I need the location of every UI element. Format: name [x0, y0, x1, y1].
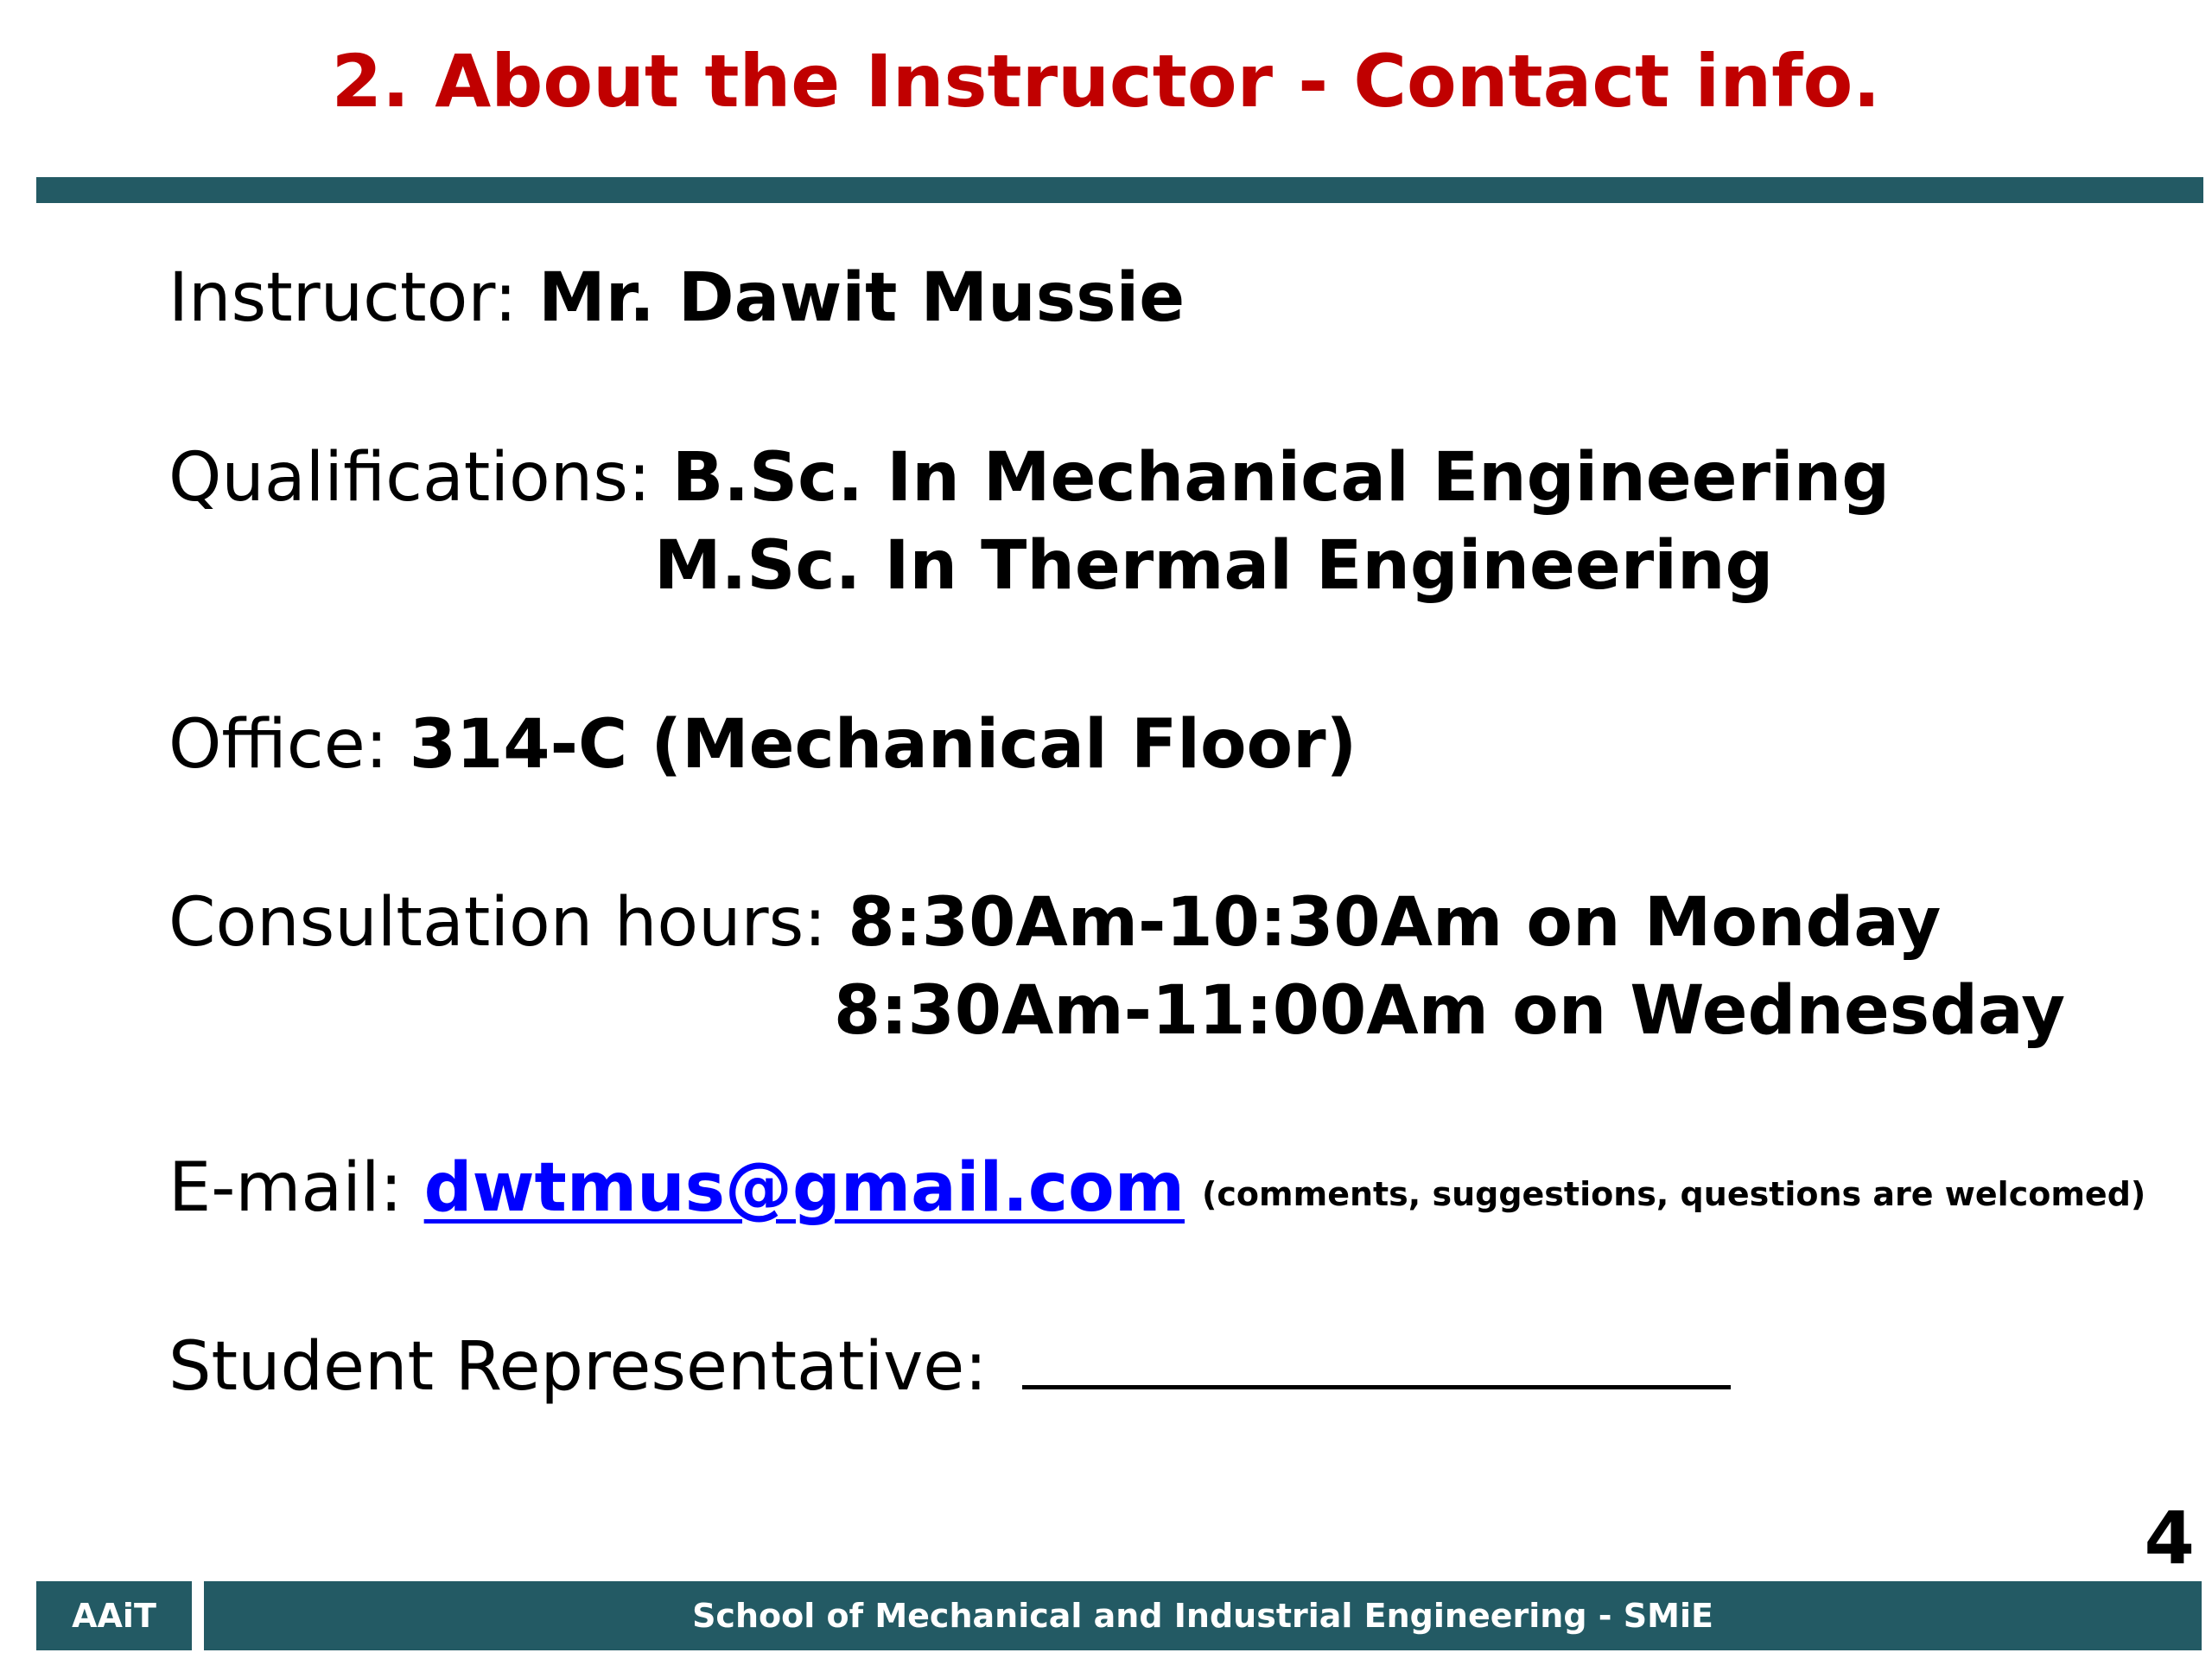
- consultation-row: [168, 880, 1941, 966]
- title-divider: [36, 177, 2203, 203]
- student-rep-row: [168, 1324, 1731, 1410]
- office-value: 314-C (Mechanical Floor): [409, 706, 1357, 784]
- email-row: [168, 1145, 2145, 1237]
- page-number: 4: [2144, 1496, 2195, 1580]
- email-label: E-mail:: [168, 1149, 403, 1227]
- qualification-item: M.Sc. In Thermal Engineering: [654, 527, 1774, 605]
- footer-school: School of Mechanical and Industrial Engineering - SMiE: [204, 1581, 2202, 1650]
- consultation-slot: 8:30Am-10:30Am on Monday: [848, 884, 1942, 962]
- office-row: [168, 702, 1357, 788]
- qualification-item: B.Sc. In Mechanical Engineering: [671, 439, 1891, 517]
- instructor-label: Instructor:: [168, 259, 518, 337]
- email-link[interactable]: dwtmus@gmail.com: [423, 1149, 1185, 1227]
- instructor-row: [168, 255, 1185, 341]
- student-rep-label: Student Representative:: [168, 1328, 988, 1406]
- office-label: Office:: [168, 706, 388, 784]
- slide-title: 2. About the Instructor - Contact info.: [331, 39, 1881, 124]
- student-rep-blank-line: [1022, 1385, 1731, 1389]
- consultation-label: Consultation hours:: [168, 884, 827, 962]
- footer-institution: AAiT: [36, 1581, 192, 1650]
- consultation-slot: 8:30Am-11:00Am on Wednesday: [834, 972, 2066, 1050]
- qualifications-row: [168, 435, 1890, 521]
- qualifications-label: Qualifications:: [168, 439, 652, 517]
- instructor-name: Mr. Dawit Mussie: [538, 259, 1185, 337]
- email-note: (comments, suggestions, questions are welcomed): [1202, 1175, 2146, 1213]
